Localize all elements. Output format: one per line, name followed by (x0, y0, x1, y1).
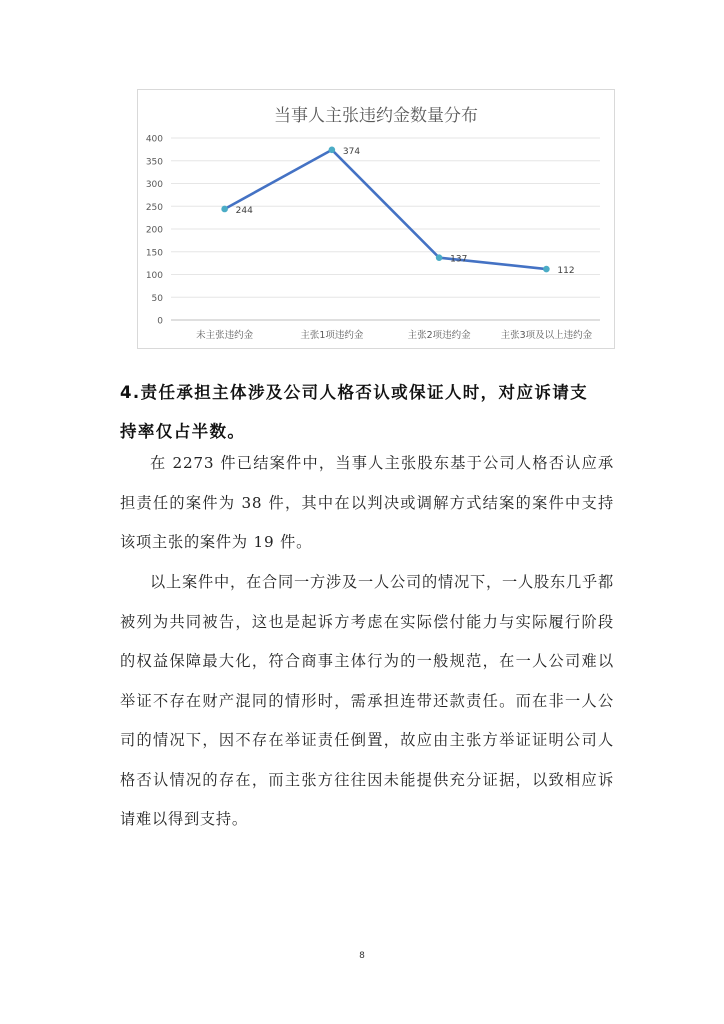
y-tick-label: 100 (145, 271, 163, 281)
chart-svg (138, 90, 614, 348)
y-tick-label: 200 (145, 225, 163, 236)
x-tick-label: 主张2项违约金 (407, 330, 471, 341)
y-tick-label: 250 (145, 202, 163, 213)
data-point (221, 206, 228, 213)
y-tick-label: 400 (145, 134, 163, 145)
section-heading-line-1: 4.责任承担主体涉及公司人格否认或保证人时，对应诉请支 (120, 383, 589, 402)
data-point (329, 147, 336, 154)
page-number: 8 (359, 951, 365, 961)
paragraph-1: 在 2273 件已结案件中，当事人主张股东基于公司人格否认应承担责任的案件为 38 件，其中在以判决或调解方式结案的案件中支持该项主张的案件为 19 件。 (120, 454, 614, 551)
data-label: 112 (557, 266, 575, 277)
data-label: 137 (450, 254, 468, 265)
y-tick-label: 300 (145, 180, 163, 190)
y-tick-label: 50 (151, 293, 163, 304)
data-point (436, 254, 443, 261)
data-label: 374 (342, 146, 361, 157)
y-tick-label: 150 (145, 248, 163, 259)
y-tick-label: 0 (157, 316, 163, 327)
x-tick-label: 主张1项违约金 (300, 330, 364, 341)
data-label: 244 (235, 205, 253, 216)
x-tick-label: 未主张违约金 (196, 330, 254, 341)
section-heading-line-2: 持率仅占半数。 (120, 422, 246, 441)
x-tick-label: 主张3项及以上违约金 (500, 330, 593, 341)
paragraph-2: 以上案件中，在合同一方涉及一人公司的情况下，一人股东几乎都被列为共同被告，这也是起诉方考虑在实际偿付能力与实际履行阶段的权益保障最大化，符合商事主体行为的一般规范，在一人公司难以举证不存在财产混同的情形时，需承担连带还款责任。而在非一人公司的情况下，因不存在举证责任倒置，故应由主张方举证证明公司人格否认情况的存在，而主张方往往因未能提供充分证据，以致相应诉请难以得到支持。 (120, 573, 614, 828)
chart-title: 当事人主张违约金数量分布 (274, 106, 478, 126)
data-point (543, 266, 550, 273)
line-chart (137, 89, 615, 349)
y-tick-label: 350 (145, 157, 163, 168)
series-line (225, 150, 547, 269)
